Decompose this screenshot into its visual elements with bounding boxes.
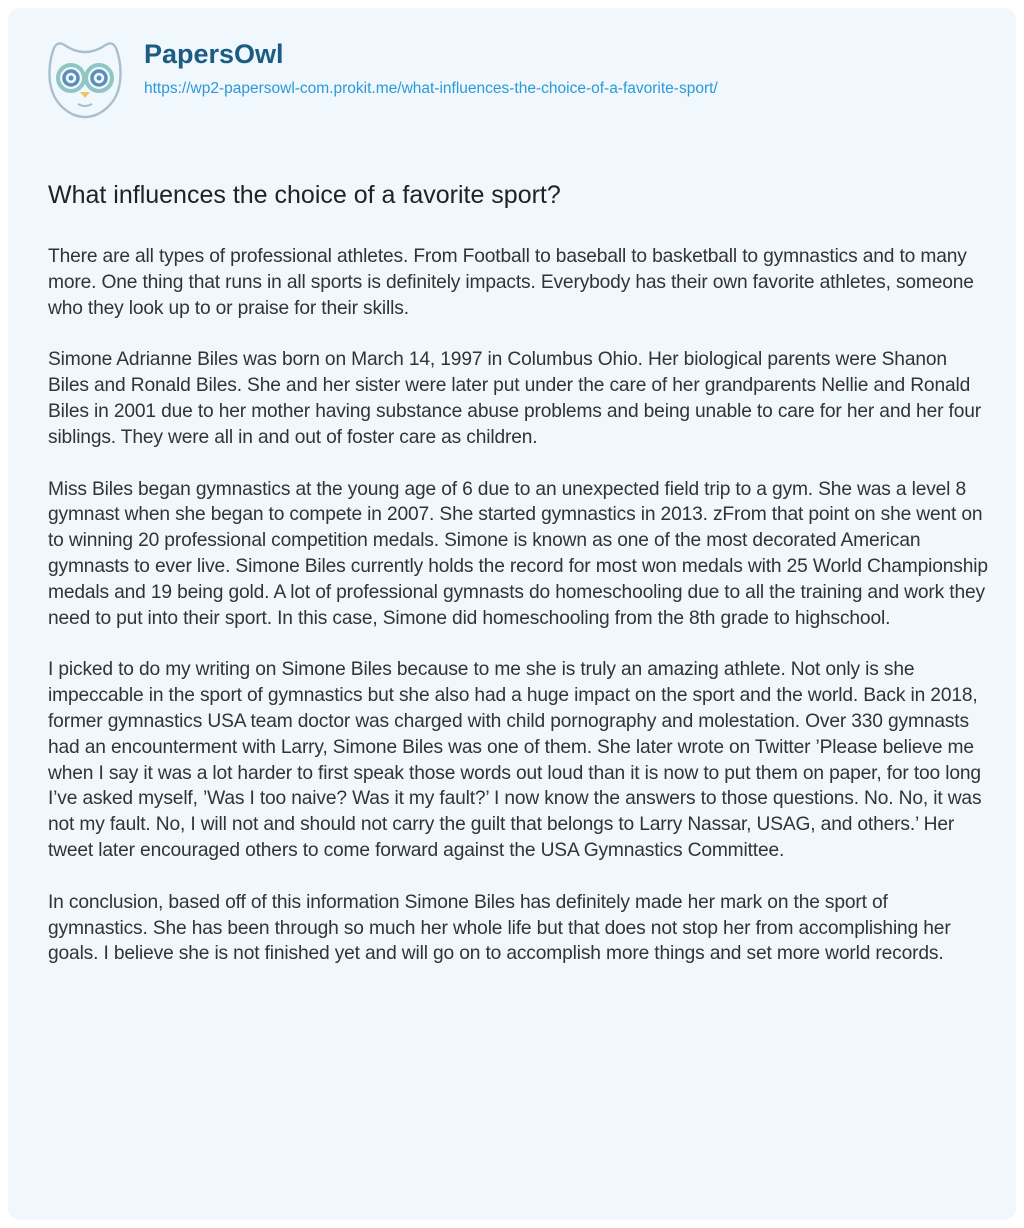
brand-block [144,34,718,99]
paragraph-1: There are all types of professional athletes. From Football to baseball to basketball to gymnastics and to many more. One thing that runs in all sports is definitely impacts. Everybody has their own favorite athletes, someone who they look up to or praise for their skills. [48,246,974,319]
article-title: What influences the choice of a favorite sport? [48,181,561,209]
article-body [48,244,988,993]
owl-logo-icon [40,34,130,124]
paragraph-4: I picked to do my writing on Simone Biles because to me she is truly an amazing athlete. Not only is she impeccable in the sport of gymnastics but she also had a huge impact on the sport and the world. Back in 2018, former gymnastics USA team doctor was charged with child pornography and molestation. Over 330 gymnasts had an encounterment with Larry, Simone Biles was one of them. She later wrote on Twitter ’Please believe me when I say it was a lot harder to first speak those words out loud than it is now to put them on paper, for too long I’ve asked myself, ’Was I too naive? Was it my fault?’ I now know the answers to those questions. No. No, it was not my fault. No, I will not and should not carry the guilt that belongs to Larry Nassar, USAG, and others.’ Her tweet later encouraged others to come forward against the USA Gymnastics Committee. [48,659,982,861]
paragraph-3: Miss Biles began gymnastics at the young age of 6 due to an unexpected field trip to a gym. She was a level 8 gymnast when she began to compete in 2007. She started gymnastics in 2013. zFrom that point on she went on to winning 20 professional competition medals. Simone is known as one of the most decorated American gymnasts to ever live. Simone Biles currently holds the record for most won medals with 25 World Championship medals and 19 being gold. A lot of professional gymnasts do homeschooling due to all the training and work they need to put into their sport. In this case, Simone did homeschooling from the 8th grade to highschool. [48,478,988,629]
brand-name: PapersOwl [144,39,284,69]
source-url-link[interactable]: https://wp2-papersowl-com.prokit.me/what-influences-the-choice-of-a-favorite-sport/ [144,80,718,97]
paragraph-2: Simone Adrianne Biles was born on March 14, 1997 in Columbus Ohio. Her biological parents were Shanon Biles and Ronald Biles. She and her sister were later put under the care of her grandparents Nellie and Ronald Biles in 2001 due to her mother having substance abuse problems and being unable to care for her and her four siblings. They were all in and out of foster care as children. [48,349,981,448]
site-header [48,34,718,124]
paragraph-5: In conclusion, based off of this information Simone Biles has definitely made her mark on the sport of gymnastics. She has been through so much her whole life but that does not stop her from accomplishing her goals. I believe she is not finished yet and will go on to accomplish more things and set more world records. [48,891,951,965]
document-page [8,8,1016,1220]
